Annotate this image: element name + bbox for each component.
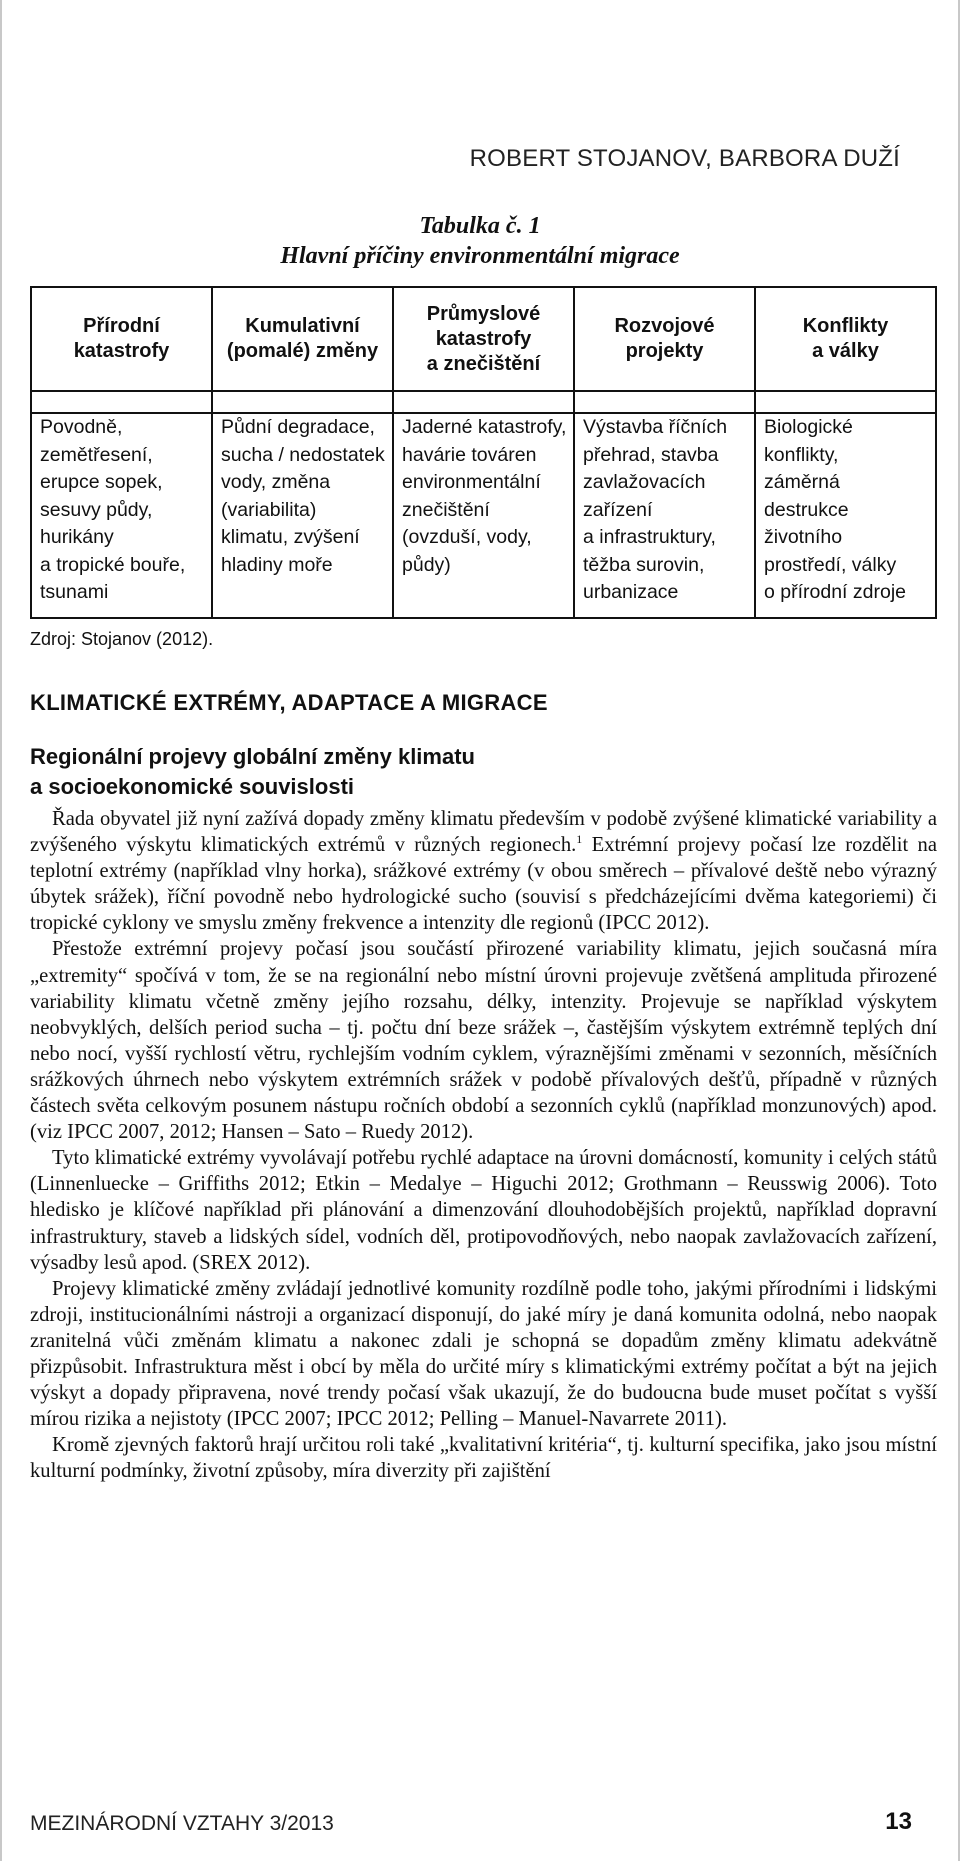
table-cell-natural: Povodně, zemětřesení, erupce sopek, sesuvy půdy, hurikány a tropické bouře, tsunami — [31, 413, 212, 618]
paragraph: Tyto klimatické extrémy vyvolávají potřebu rychlé adaptace na úrovni domácností, komunity i celých států (Linnenluecke – Griffiths 2012; Etkin – Medalye – Higuchi 2012; Grothmann – Reusswig 2006). Toto hledisko je klíčové například při plánování a dimenzování dlouhodobějších projektů, například dopravní infrastruktury, staveb a lidských sídel, vodních děl, protipovodňových, nebo naopak zavlažovacích zařízení, výsadby lesů apod. (SREX 2012). — [30, 1147, 937, 1274]
paragraph: Kromě zjevných faktorů hrají určitou roli také „kvalitativní kritéria“, tj. kulturní specifika, jako jsou místní kulturní podmínky, životní způsoby, míra diverzity při zajištění — [30, 1434, 937, 1483]
table-caption-number: Tabulka č. 1 — [419, 213, 541, 239]
causes-table — [30, 286, 937, 619]
article-body — [30, 806, 937, 1484]
table-header-row — [31, 287, 936, 391]
table-cell-development: Výstavba říčních přehrad, stavba zavlažovacích zařízení a infrastruktury, těžba surovin, urbanizace — [574, 413, 755, 618]
paragraph: Projevy klimatické změny zvládají jednotlivé komunity rozdílně podle toho, jakými přírodními i lidskými zdroji, institucionálními nástroji a organizací disponují, do jaké míry je daná komunita odolná, nebo naopak zranitelná vůči změnám klimatu a nakonec zdali je schopná se dopadům změny klimatu adekvátně přizpůsobit. Infrastruktura měst i obcí by měla do určité míry s klimatickými extrémy počítat a být na jejich výskyt a dopady připravena, nové trendy počasí však ukazují, že do budoucna bude muset počítat s vyšší mírou rizika a nejistoty (IPCC 2007; IPCC 2012; Pelling – Manuel-Navarrete 2011). — [30, 1277, 937, 1431]
table-gap-row — [31, 391, 936, 413]
section-heading: KLIMATICKÉ EXTRÉMY, ADAPTACE A MIGRACE — [30, 690, 548, 715]
footnote-marker[interactable]: 1 — [576, 832, 583, 847]
paragraph: Řada obyvatel již nyní zažívá dopady změny klimatu především v podobě zvýšené klimatické variability a zvýšeného výskytu klimatických extrémů v různých regionech.$^1$ Extrémní projevy počasí lze rozdělit na teplotní extrémy (například vlny horka), srážkové extrémy (v obou směrech – přívalové deště nebo výrazný úbytek srážek), říční povodně nebo hydrologické sucho (souvisí s předcházejícími dvěma kategoriemi) či tropické cyklony ve smyslu změny frekvence a intenzity dle regionů (IPCC 2012). — [30, 808, 937, 935]
header-industrial-disasters: Průmyslové katastrofy a znečištění — [393, 287, 574, 391]
header-conflicts-wars: Konflikty a války — [755, 287, 936, 391]
paragraph: Přestože extrémní projevy počasí jsou součástí přirozené variability klimatu, jejich současná míra „extremity“ spočívá v tom, že se na regionální nebo místní úrovni projevuje zvětšená amplituda přirozené variability klimatu včetně změny jejího rozsahu, délky, intenzity. Projevuje se například výskytem neobvyklých, delších period sucha – tj. počtu dní beze srážek –, častějším výskytem extrémně teplých dní nebo nocí, vyšší rychlostí větru, rychlejším vodním cyklem, výraznějšími změnami v sezonních, měsíčních srážkových úhrnech nebo výskytem extrémních srážek v podobě přívalových dešťů, případně v různých částech světa celkovým posunem nástupu ročních období a sezonních cyklů (například monzunových) apod. (viz IPCC 2007, 2012; Hansen – Sato – Ruedy 2012). — [30, 938, 937, 1144]
table-cell-industrial: Jaderné katastrofy, havárie továren environmentální znečištění (ovzduší, vody, půdy) — [393, 413, 574, 618]
header-natural-disasters: Přírodní katastrofy — [31, 287, 212, 391]
table-row — [31, 413, 936, 618]
header-cumulative-changes: Kumulativní (pomalé) změny — [212, 287, 393, 391]
footer-page-number: 13 — [885, 1808, 912, 1835]
table-cell-cumulative: Půdní degradace, sucha / nedostatek vody, změna (variabilita) klimatu, zvýšení hladiny moře — [212, 413, 393, 618]
page-edge-left — [0, 0, 2, 1861]
table-cell-conflicts: Biologické konflikty, záměrná destrukce životního prostředí, války o přírodní zdroje — [755, 413, 936, 618]
subsection-heading: Regionální projevy globální změny klimatu a socioekonomické souvislosti — [30, 744, 475, 799]
header-development-projects: Rozvojové projekty — [574, 287, 755, 391]
table-caption-title: Hlavní příčiny environmentální migrace — [280, 243, 680, 269]
running-head-authors: ROBERT STOJANOV, BARBORA DUŽÍ — [469, 145, 900, 172]
footer-journal-name: MEZINÁRODNÍ VZTAHY 3/2013 — [30, 1812, 334, 1835]
table-source-note: Zdroj: Stojanov (2012). — [30, 629, 214, 649]
